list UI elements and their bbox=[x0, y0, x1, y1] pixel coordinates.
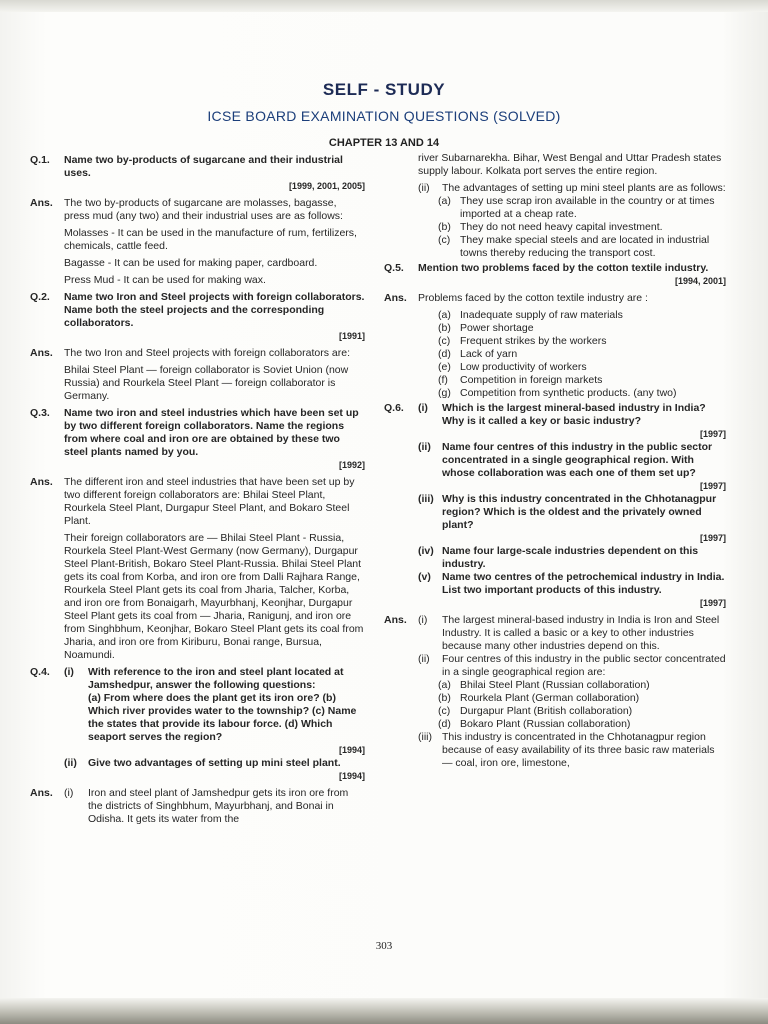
question-text: Name two Iron and Steel projects with foreign collaborators. Name both the steel projects and the corresponding collaborators. bbox=[64, 291, 365, 329]
molasses-use: Molasses - It can be used in the manufacture of rum, fertilizers, chemicals, cattle feed. bbox=[64, 227, 357, 252]
steel-centres-list bbox=[418, 679, 726, 731]
question-year: [1994, 2001] bbox=[674, 276, 726, 286]
answer-text: The two by-products of sugarcane are molasses, bagasse, press mud (any two) and their industrial uses are as follows: bbox=[64, 197, 343, 222]
answer-3 bbox=[30, 476, 365, 528]
chapter-heading: CHAPTER 13 AND 14 bbox=[328, 137, 440, 149]
page-title: SELF - STUDY bbox=[322, 80, 446, 99]
question-label: Q.6. bbox=[384, 402, 404, 414]
question-year: [1994] bbox=[338, 771, 365, 781]
answer-text: The two Iron and Steel projects with foreign collaborators are: bbox=[64, 347, 350, 359]
question-text: Mention two problems faced by the cotton textile industry. bbox=[418, 262, 709, 274]
answer-part: (i) The largest mineral-based industry in India is Iron and Steel Industry. It is called a basic or a key to other industries because many other industries depend on this. bbox=[418, 614, 720, 652]
list-item: (c) Durgapur Plant (British collaboration) bbox=[438, 705, 633, 717]
question-text: Name two by-products of sugarcane and their industrial uses. bbox=[64, 154, 343, 179]
list-item: (c) They make special steels and are located in industrial towns thereby reducing the transport cost. bbox=[438, 234, 710, 259]
answer-4 bbox=[30, 787, 365, 826]
list-item: (a) Bhilai Steel Plant (Russian collaboration) bbox=[438, 679, 650, 691]
question-year: [1999, 2001, 2005] bbox=[288, 181, 365, 191]
answer-label: Ans. bbox=[30, 197, 53, 209]
left-column bbox=[30, 152, 365, 830]
question-year: [1992] bbox=[338, 460, 365, 470]
textile-problems-list bbox=[384, 309, 726, 400]
pressmud-use: Press Mud - It can be used for making wax. bbox=[64, 274, 266, 286]
question-3 bbox=[30, 407, 365, 472]
answer-part bbox=[384, 182, 726, 195]
answer-text: The advantages of setting up mini steel plants are as follows: bbox=[442, 182, 726, 194]
mini-steel-advantages bbox=[384, 195, 726, 260]
question-text: Give two advantages of setting up mini steel plant. bbox=[88, 757, 341, 769]
list-item: (c) Frequent strikes by the workers bbox=[438, 335, 607, 347]
answer-6 bbox=[384, 614, 726, 770]
question-part bbox=[64, 666, 365, 757]
question-4 bbox=[30, 666, 365, 783]
question-1 bbox=[30, 154, 365, 193]
part-number: (i) bbox=[64, 666, 74, 678]
part-number: (i) bbox=[64, 787, 74, 799]
list-item: (f) Competition in foreign markets bbox=[438, 374, 603, 386]
answer-continued: river Subarnarekha. Bihar, West Bengal and Uttar Pradesh states supply labour. Kolkata port serves the entire region. bbox=[418, 152, 722, 177]
question-5 bbox=[384, 262, 726, 288]
question-part bbox=[64, 757, 365, 783]
answer-text: The different iron and steel industries that have been set up by two different foreign collaborators are: Bhilai Steel Plant, Rourkela Steel Plant, Durgapur Steel Plant, and Bokaro Steel Plant. bbox=[64, 476, 355, 527]
answer-label: Ans. bbox=[30, 787, 53, 799]
answer-label: Ans. bbox=[30, 347, 53, 359]
question-label: Q.1. bbox=[30, 154, 50, 166]
list-item: (d) Bokaro Plant (Russian collaboration) bbox=[438, 718, 631, 730]
question-label: Q.3. bbox=[30, 407, 50, 419]
answer-detail: Their foreign collaborators are — Bhilai Steel Plant - Russia, Rourkela Steel Plant-West Germany (now Germany), Durgapur Steel Plant-British, Bokaro Steel Plant-Russia. Bhilai Steel Plant gets its coal from Korba, and iron ore from Dalli Rajhara Range, Rourkela Steel Plant gets its coal from Jharia, Talcher, Korba, and iron ore from Bonaigarh, Mayurbhanj, Keonjhar, Durgapur Steel Plant gets its coal from — Jharia, Ranigunj, and iron ore from Singhbhum, Keonjhar, Bokaro Steel Plant gets its coal from Jharia, and iron ore from Kiriburu, Bonai range, Bursua, Noamundi. bbox=[64, 532, 364, 661]
question-text: Name two iron and steel industries which have been set up by two different foreign collaborators. Name the regions from where coal and iron ore are obtained by these two steel plants named by you. bbox=[64, 407, 359, 458]
question-text: With reference to the iron and steel plant located at Jamshedpur, answer the following questions: bbox=[88, 666, 344, 691]
list-item: (d) Lack of yarn bbox=[438, 348, 518, 360]
list-item: (a) Inadequate supply of raw materials bbox=[438, 309, 623, 321]
answer-detail: Bhilai Steel Plant — foreign collaborator is Soviet Union (now Russia) and Rourkela Steel Plant — foreign collaborator is Germany. bbox=[64, 364, 349, 402]
question-year: [1991] bbox=[338, 331, 365, 341]
part-number: (ii) bbox=[418, 182, 430, 194]
page-number: 303 bbox=[375, 940, 393, 952]
page-subtitle: ICSE BOARD EXAMINATION QUESTIONS (SOLVED) bbox=[207, 108, 561, 124]
question-subparts: (a) From where does the plant get its iron ore? (b) Which river provides water to the township? (c) Name the states that provide its labour force. (d) Which seaport serves the region? bbox=[88, 692, 357, 743]
list-item: (b) Rourkela Plant (German collaboration) bbox=[438, 692, 640, 704]
right-column bbox=[384, 152, 726, 774]
part-number: (ii) bbox=[64, 757, 77, 769]
question-part: (ii) Name four centres of this industry in the public sector concentrated in a single geographical region. With whose collaboration was each one of them set up? [1997] bbox=[418, 441, 726, 491]
question-part: (iii) Why is this industry concentrated in the Chhotanagpur region? Which is the oldest and the privately owned plant? [1997] bbox=[418, 493, 726, 543]
page-top-edge bbox=[0, 0, 768, 12]
answer-part: (iii) This industry is concentrated in the Chhotanagpur region because of easy availability of its three basic raw materials — coal, iron ore, limestone, bbox=[418, 731, 715, 769]
page-bottom-edge bbox=[0, 998, 768, 1024]
question-label: Q.5. bbox=[384, 262, 404, 274]
answer-5 bbox=[384, 292, 726, 305]
question-part: (iv) Name four large-scale industries dependent on this industry. bbox=[418, 545, 699, 570]
list-item: (a) They use scrap iron available in the country or at times imported at a cheap rate. bbox=[438, 195, 715, 220]
bagasse-use: Bagasse - It can be used for making paper, cardboard. bbox=[64, 257, 318, 269]
answer-label: Ans. bbox=[30, 476, 53, 488]
list-item: (e) Low productivity of workers bbox=[438, 361, 587, 373]
answer-label: Ans. bbox=[384, 614, 407, 626]
answer-label: Ans. bbox=[384, 292, 407, 304]
answer-text: Iron and steel plant of Jamshedpur gets its iron ore from the districts of Singhbhum, Mayurbhanj, and Bonai in Odisha. It gets its water from the bbox=[88, 787, 349, 825]
question-part: (i) Which is the largest mineral-based industry in India? Why is it called a key or basic industry? [1997] bbox=[418, 402, 726, 439]
question-label: Q.2. bbox=[30, 291, 50, 303]
answer-2 bbox=[30, 347, 365, 360]
question-2 bbox=[30, 291, 365, 343]
list-item: (b) Power shortage bbox=[438, 322, 534, 334]
question-part: (v) Name two centres of the petrochemical industry in India. List two important products of this industry. [1997] bbox=[418, 571, 726, 608]
question-label: Q.4. bbox=[30, 666, 50, 678]
answer-part: (ii) Four centres of this industry in the public sector concentrated in a single geographical region are: bbox=[418, 653, 726, 678]
question-6 bbox=[384, 402, 726, 610]
list-item: (g) Competition from synthetic products. (any two) bbox=[438, 387, 677, 399]
list-item: (b) They do not need heavy capital investment. bbox=[438, 221, 663, 233]
question-year: [1994] bbox=[338, 745, 365, 755]
answer-text: Problems faced by the cotton textile industry are : bbox=[418, 292, 648, 304]
answer-1 bbox=[30, 197, 365, 223]
